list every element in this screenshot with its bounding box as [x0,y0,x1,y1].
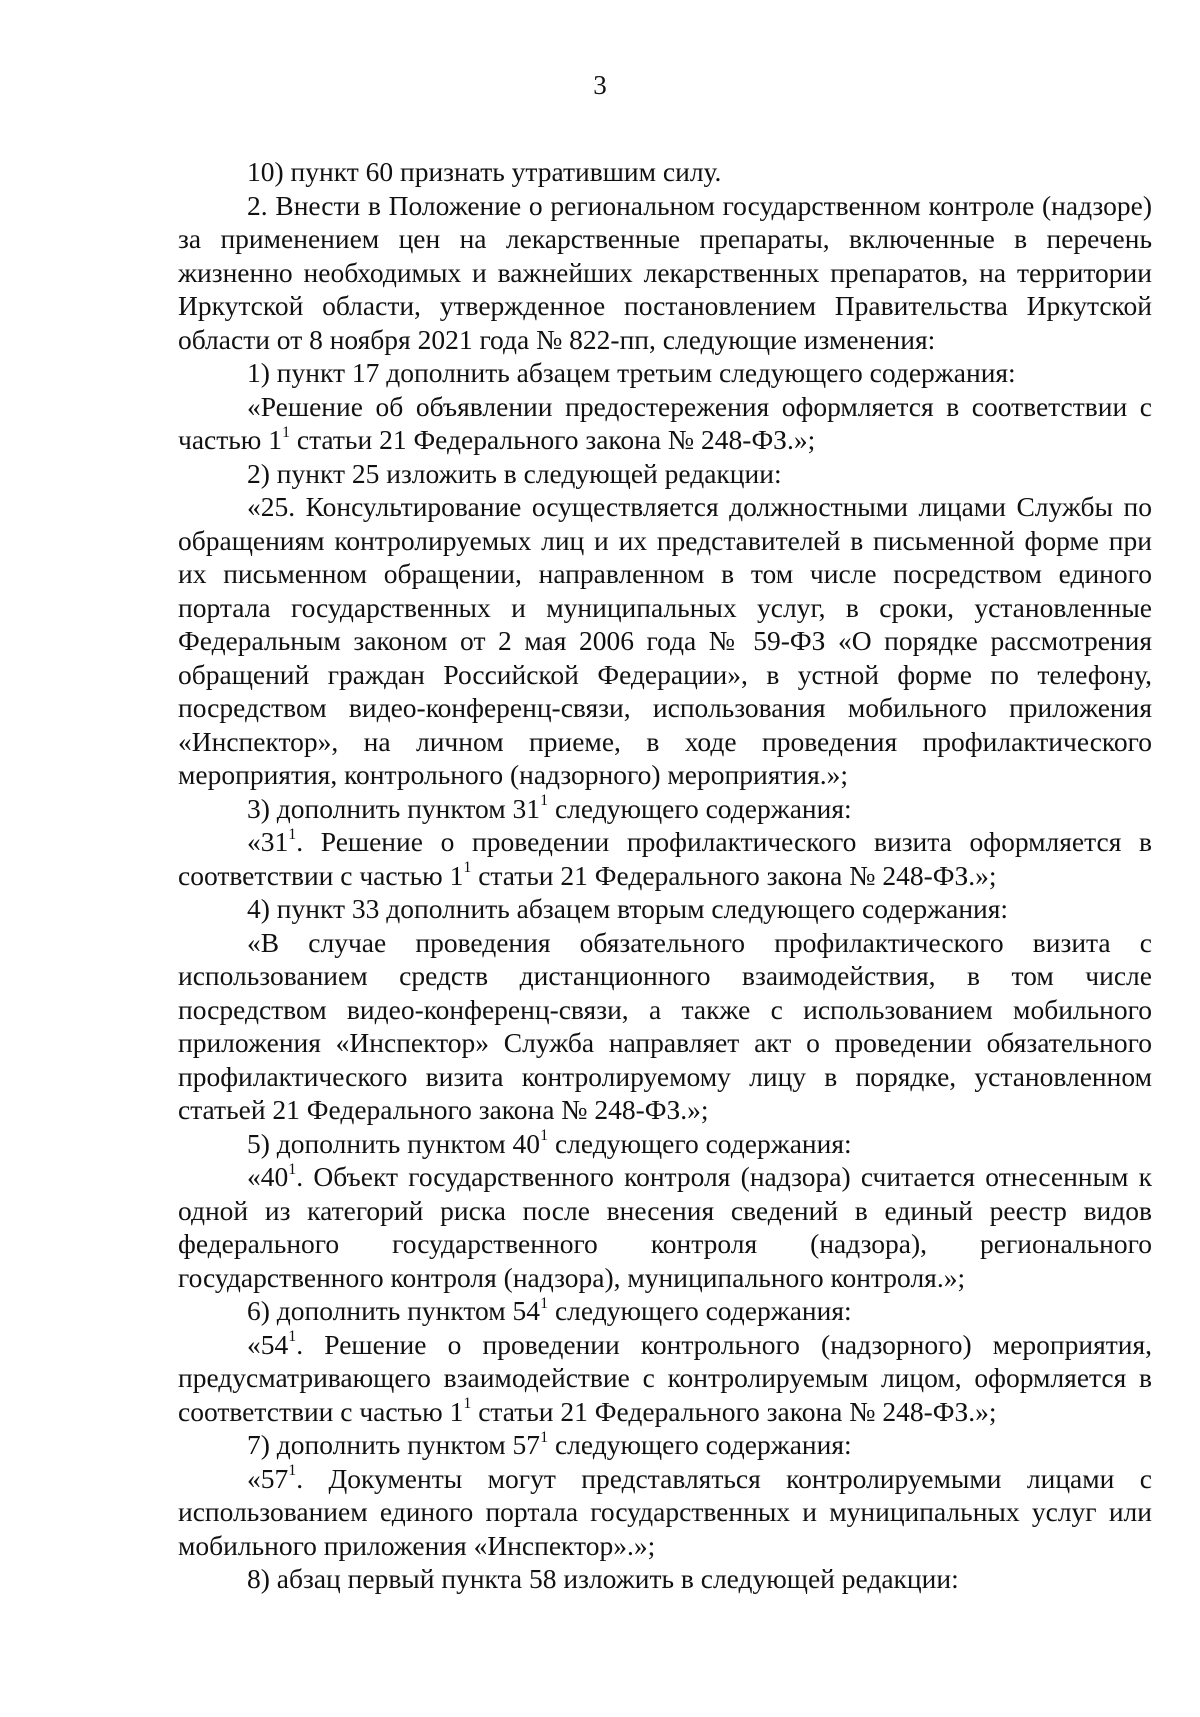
superscript-index: 1 [540,1294,549,1312]
paragraph-text: 6) дополнить пунктом 54 [247,1295,541,1326]
superscript-index: 1 [288,825,297,843]
paragraph [178,1462,1152,1563]
paragraph [178,189,1152,357]
paragraph [178,825,1152,892]
paragraph-text: 7) дополнить пунктом 57 [247,1429,541,1460]
paragraph-text: «Решение об объявлении предостережения оформляется в соответствии с частью 1 [178,390,1152,455]
paragraph-text: статьи 21 Федерального закона № 248-ФЗ.»; [471,1395,997,1427]
paragraph-text: . Объект государственного контроля (надзора) считается отнесенным к одной из категорий риска после внесения сведений в единый реестр видов федерального государственного контроля (надзора), регионального государственного контроля (надзора), муниципального контроля.»; [178,1161,1152,1293]
paragraph [178,1328,1152,1429]
paragraph [178,892,1152,926]
paragraph-text: следующего содержания: [548,1127,852,1159]
paragraph-text: «В случае проведения обязательного профилактического визита с использованием средств дистанционного взаимодействия, в том числе посредством видео-конференц-связи, а также с использованием мобильного приложения «Инспектор» Служба направляет акт о проведении обязательного профилактического визита контролируемому лицу в порядке, установленном статьей 21 Федерального закона № 248-ФЗ.»; [178,926,1152,1125]
paragraph-text: статьи 21 Федерального закона № 248-ФЗ.»; [289,424,816,455]
paragraph-text: 4) пункт 33 дополнить абзацем вторым следующего содержания: [247,893,1009,924]
paragraph-text: 3) дополнить пунктом 31 [247,792,541,824]
paragraph-text: 2) пункт 25 изложить в следующей редакции: [247,457,782,489]
paragraph-text: «40 [247,1161,289,1192]
superscript-index: 1 [281,423,290,441]
paragraph-text: . Решение о проведении профилактического визита оформляется в соответствии с частью 1 [178,826,1152,891]
paragraph [178,1160,1152,1294]
paragraph-text: . Документы могут представляться контролируемыми лицами с использованием единого портала государственных и муниципальных услуг или мобильного приложения «Инспектор».»; [178,1462,1152,1561]
paragraph-text: 10) пункт 60 признать утратившим силу. [247,156,722,187]
paragraph [178,490,1152,792]
paragraph [178,1428,1152,1462]
superscript-index: 1 [540,792,549,810]
superscript-index: 1 [540,1127,549,1145]
paragraph [178,356,1152,390]
page-number: 3 [593,70,607,100]
paragraph-text: следующего содержания: [548,1429,852,1460]
paragraph-text: «31 [247,826,289,857]
superscript-index: 1 [540,1428,549,1446]
paragraph [178,1562,1152,1596]
paragraph [178,457,1152,491]
paragraph [178,1294,1152,1328]
paragraph-text: 5) дополнить пунктом 40 [247,1127,541,1159]
superscript-index: 1 [288,1462,297,1480]
paragraph [178,1127,1152,1161]
paragraph-text: следующего содержания: [548,792,852,824]
document-body [178,155,1152,1596]
paragraph-text: «54 [247,1328,289,1360]
paragraph [178,390,1152,457]
paragraph-text: «57 [247,1462,289,1494]
paragraph [178,155,1152,189]
paragraph-text: 2. Внести в Положение о региональном государственном контроле (надзоре) за применением цен на лекарственные препараты, включенные в перечень жизненно необходимых и важнейших лекарственных препаратов, на территории Иркутской области, утвержденное постановлением Правительства Иркутской области от 8 ноября 2021 года № 822-пп, следующие изменения: [178,189,1152,355]
paragraph-text: . Решение о проведении контрольного (надзорного) мероприятия, предусматривающего взаимодействие с контролируемым лицом, оформляется в соответствии с частью 1 [178,1328,1152,1427]
superscript-index: 1 [288,1160,297,1178]
paragraph-text: 8) абзац первый пункта 58 изложить в следующей редакции: [247,1563,959,1594]
superscript-index: 1 [463,859,472,877]
paragraph [178,926,1152,1127]
paragraph [178,792,1152,826]
superscript-index: 1 [288,1328,297,1346]
paragraph-text: следующего содержания: [548,1295,852,1326]
superscript-index: 1 [463,1395,472,1413]
paragraph-text: статьи 21 Федерального закона № 248-ФЗ.»; [471,859,997,891]
paragraph-text: 1) пункт 17 дополнить абзацем третьим следующего содержания: [247,357,1016,388]
paragraph-text: «25. Консультирование осуществляется должностными лицами Службы по обращениям контролируемых лиц и их представителей в письменной форме при их письменном обращении, направленном в том числе посредством единого портала государственных и муниципальных услуг, в сроки, установленные Федеральным законом от 2 мая 2006 года № 59-ФЗ «О порядке рассмотрения обращений граждан Российской Федерации», в устной форме по телефону, посредством видео-конференц-связи, использования мобильного приложения «Инспектор», на личном приеме, в ходе проведения профилактического мероприятия, контрольного (надзорного) мероприятия.»; [178,491,1152,790]
